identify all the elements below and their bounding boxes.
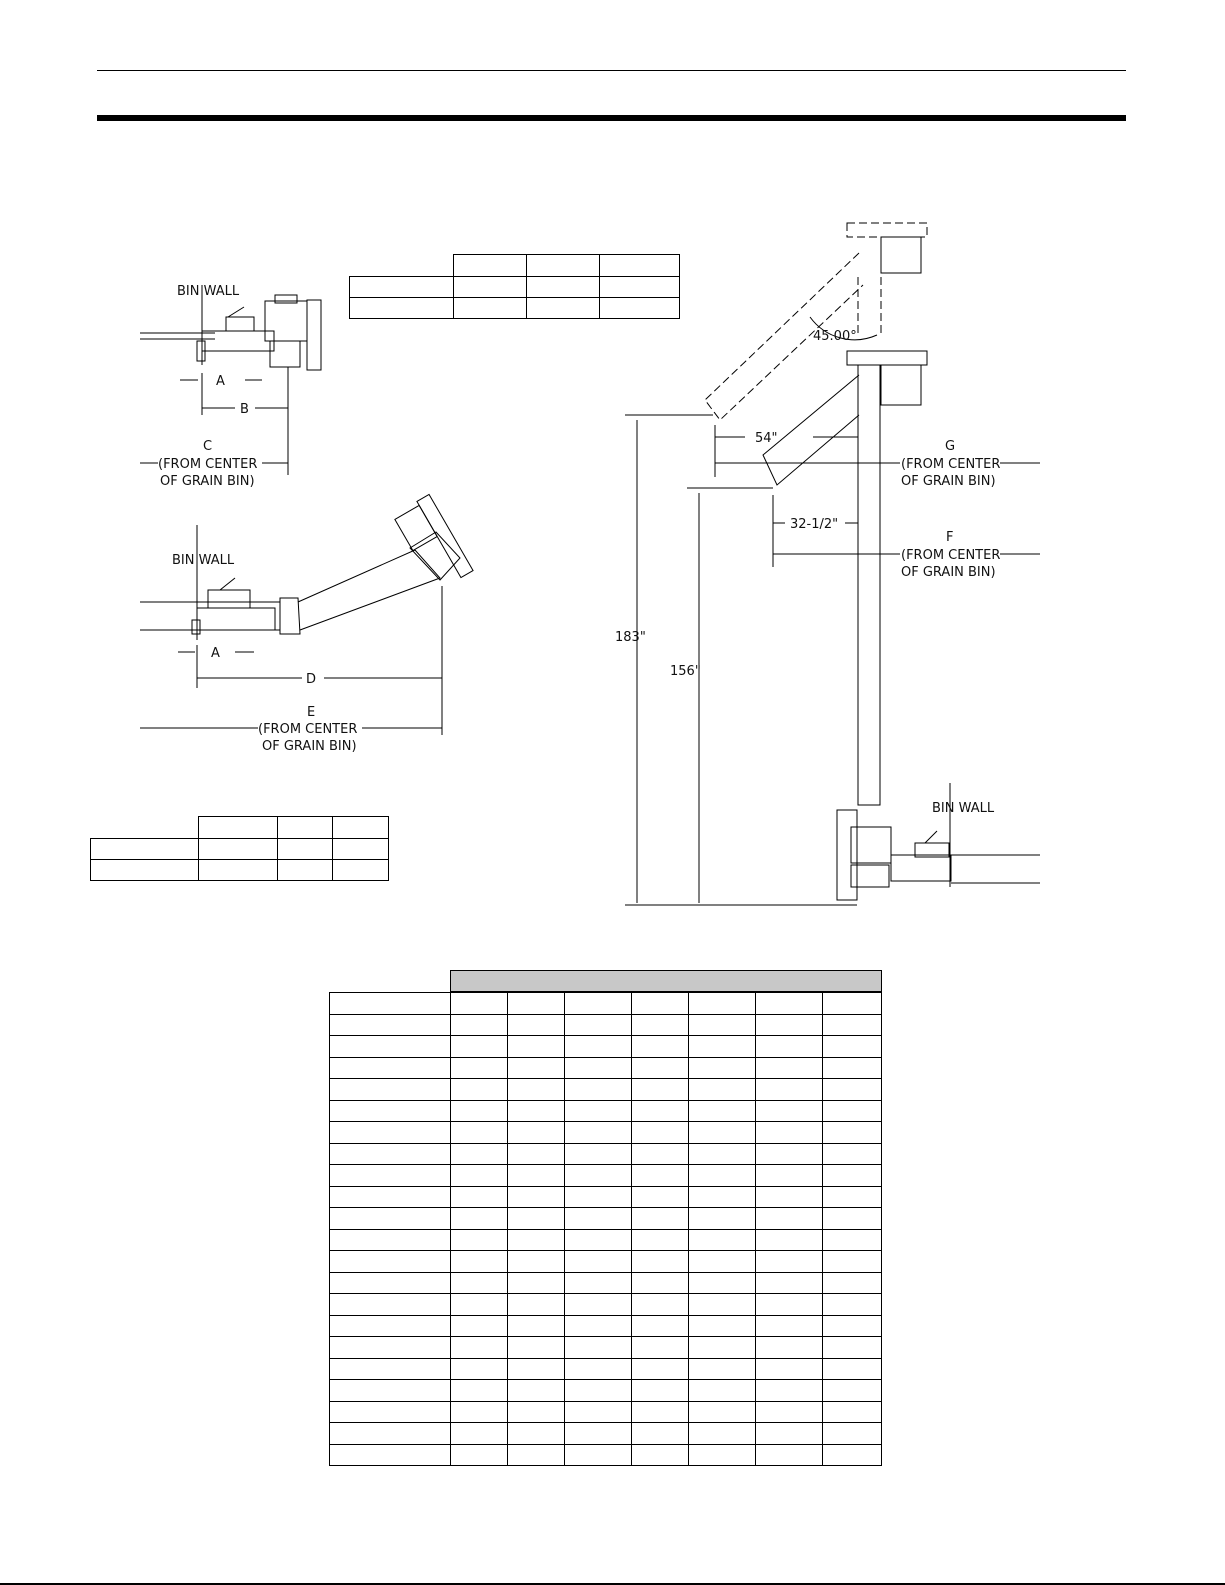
dim-f-line1: (FROM CENTER <box>901 548 1001 563</box>
dim-f-letter: F <box>946 530 954 545</box>
dim-183-label: 183" <box>615 630 646 645</box>
angle-label: 45.00° <box>813 329 857 344</box>
dim-54-label: 54" <box>755 431 778 446</box>
header-thin-rule <box>97 70 1126 71</box>
dim-g-letter: G <box>945 439 956 454</box>
table-left-small <box>90 816 389 881</box>
dim-a-label-mid: A <box>211 646 220 661</box>
dim-d-label: D <box>306 672 317 687</box>
dim-32-label: 32-1/2" <box>790 517 839 532</box>
diagram-top-left <box>140 275 330 490</box>
bin-wall-label-top: BIN WALL <box>177 284 240 299</box>
dim-c-letter: C <box>203 439 213 454</box>
dim-a-label-top: A <box>216 374 225 389</box>
dim-f-line2: OF GRAIN BIN) <box>901 565 996 580</box>
bin-wall-label-mid: BIN WALL <box>172 553 235 568</box>
dim-e-line2: OF GRAIN BIN) <box>262 739 357 754</box>
dim-c-line1: (FROM CENTER <box>158 457 258 472</box>
dim-156-label: 156" <box>670 664 701 679</box>
main-table-header-band <box>450 970 882 992</box>
dim-e-letter: E <box>307 705 316 720</box>
dim-b-label: B <box>240 402 249 417</box>
bin-wall-label-right: BIN WALL <box>932 801 995 816</box>
dim-g-line2: OF GRAIN BIN) <box>901 474 996 489</box>
dim-e-line1: (FROM CENTER <box>258 722 358 737</box>
dim-g-line1: (FROM CENTER <box>901 457 1001 472</box>
dim-c-line2: OF GRAIN BIN) <box>160 474 255 489</box>
header-thick-rule <box>97 115 1126 121</box>
diagram-right <box>615 215 1055 915</box>
main-table <box>329 992 882 1466</box>
diagram-mid-left <box>140 490 480 760</box>
